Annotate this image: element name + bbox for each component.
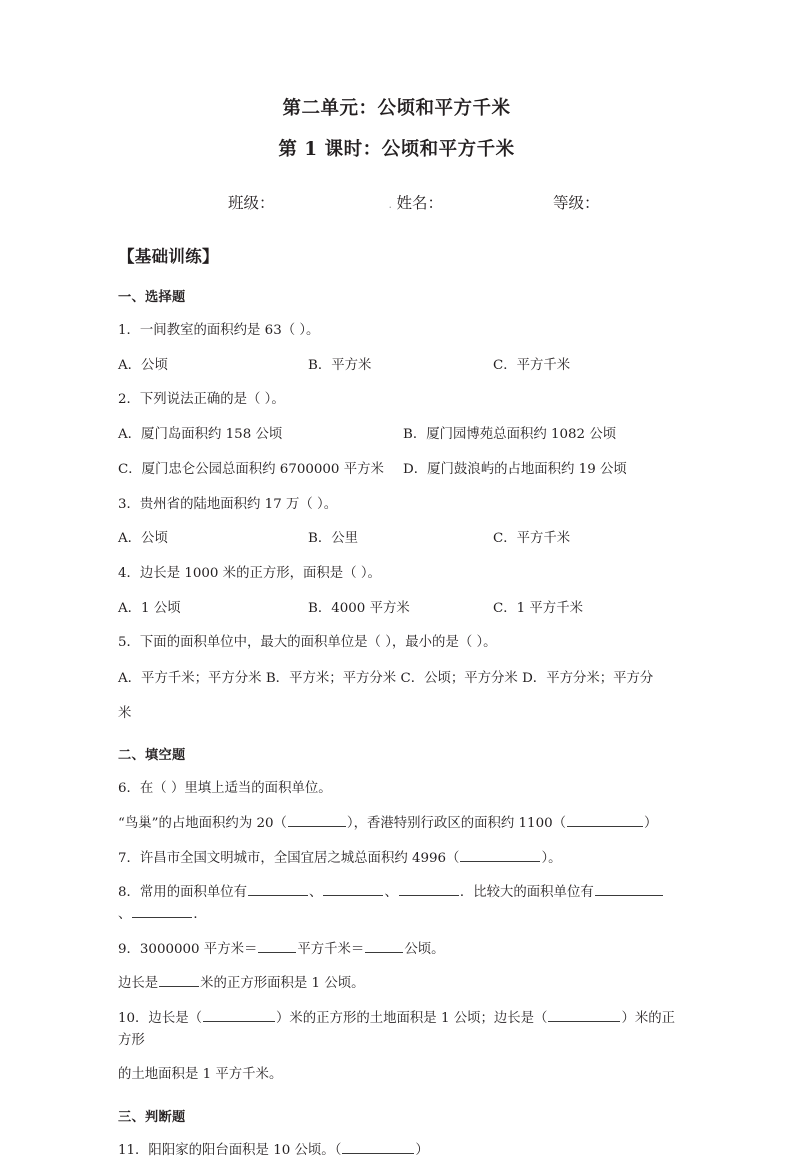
question-7-text-b: ）。 <box>541 851 561 866</box>
student-info-line: 班级： . 姓名： 等级： <box>118 191 675 213</box>
question-8-blank-5[interactable] <box>132 904 192 918</box>
question-8 <box>118 882 675 925</box>
question-8-sep-2: 、 <box>384 885 397 900</box>
question-2-options-row1 <box>118 424 675 446</box>
section-heading-fill: 二、填空题 <box>118 744 675 763</box>
question-11-blank-1[interactable] <box>342 1140 414 1154</box>
question-11-text-a: 11．阳阳家的阳台面积是 10 公顷。（ <box>118 1143 341 1158</box>
question-11 <box>118 1140 675 1161</box>
question-5-options[interactable]: A．平方千米；平方分米 B．平方米；平方分米 C．公顷；平方分米 D．平方分米；平方分 <box>118 667 675 690</box>
question-9-blank-1[interactable] <box>258 939 296 953</box>
option-1-a[interactable]: A．公顷 <box>118 355 308 377</box>
question-6-blank-1[interactable] <box>288 813 346 827</box>
option-2-a[interactable]: A．厦门岛面积约 158 公顷 <box>118 424 403 446</box>
question-8-blank-1[interactable] <box>248 883 308 897</box>
question-8-text-b: ．比较大的面积单位有 <box>460 885 594 900</box>
question-6-text-c: ） <box>644 816 657 831</box>
question-2-options-row2 <box>118 459 675 481</box>
question-10-text-d: 形 <box>131 1033 144 1048</box>
question-9-line2-text-a: 边长是 <box>118 976 158 991</box>
question-3-stem: 3．贵州省的陆地面积约 17 万（ ）。 <box>118 494 675 516</box>
question-5-stem: 5．下面的面积单位中，最大的面积单位是（ ），最小的是（ ）。 <box>118 632 675 654</box>
name-field-label[interactable]: 姓名： <box>397 191 444 213</box>
question-8-blank-3[interactable] <box>399 883 459 897</box>
option-3-a[interactable]: A．公顷 <box>118 528 308 550</box>
question-6-text-a: “鸟巢”的占地面积约为 20（ <box>118 816 287 831</box>
question-10-text-c: ）米的正方 <box>118 1011 675 1048</box>
question-10-blank-1[interactable] <box>203 1008 275 1022</box>
question-10-blank-2[interactable] <box>548 1008 620 1022</box>
option-4-a[interactable]: A．1 公顷 <box>118 598 308 620</box>
question-7 <box>118 848 675 870</box>
question-9-line2-text-b: 米的正方形面积是 1 公顷。 <box>200 976 364 991</box>
option-3-c[interactable]: C．平方千米 <box>493 528 570 550</box>
option-2-c[interactable]: C．厦门忠仑公园总面积约 6700000 平方米 <box>118 459 403 481</box>
page-title-lesson: 第 1 课时：公顷和平方千米 <box>118 119 675 160</box>
question-4-stem: 4．边长是 1000 米的正方形，面积是（ ）。 <box>118 563 675 585</box>
question-7-blank-1[interactable] <box>460 848 540 862</box>
question-7-text-a: 7．许昌市全国文明城市，全国宜居之城总面积约 4996（ <box>118 851 459 866</box>
question-1-options <box>118 355 675 377</box>
question-5-options-wrap: 米 <box>118 702 675 725</box>
question-8-text-end: ． <box>193 907 206 922</box>
question-9 <box>118 939 675 961</box>
question-10-text-a: 10．边长是（ <box>118 1011 202 1026</box>
option-2-b[interactable]: B．厦门园博苑总面积约 1082 公顷 <box>403 424 616 446</box>
question-2-stem: 2．下列说法正确的是（ ）。 <box>118 389 675 411</box>
question-6-content <box>118 813 675 835</box>
page-title-unit: 第二单元：公顷和平方千米 <box>118 0 675 119</box>
question-3-options <box>118 528 675 550</box>
question-9-text-b: 平方千米＝ <box>297 942 364 957</box>
basic-training-heading: 【基础训练】 <box>118 243 675 267</box>
question-9-line2 <box>118 973 675 995</box>
question-8-sep-1: 、 <box>309 885 322 900</box>
question-4-options <box>118 598 675 620</box>
question-1-stem: 1．一间教室的面积约是 63（ ）。 <box>118 320 675 342</box>
question-8-blank-2[interactable] <box>323 883 383 897</box>
question-9-text-c: 公顷。 <box>404 942 444 957</box>
question-11-text-b: ） <box>415 1143 428 1158</box>
question-10-text-b: ）米的正方形的土地面积是 1 公顷；边长是（ <box>276 1011 547 1026</box>
class-field-label[interactable]: 班级： <box>228 191 275 213</box>
question-10-line2: 的土地面积是 1 平方千米。 <box>118 1063 675 1086</box>
question-9-blank-2[interactable] <box>365 939 403 953</box>
question-6-text-b: ），香港特别行政区的面积约 1100（ <box>347 816 566 831</box>
question-6-blank-2[interactable] <box>567 813 643 827</box>
question-9-text-a: 9．3000000 平方米＝ <box>118 942 257 957</box>
option-4-b[interactable]: B．4000 平方米 <box>308 598 493 620</box>
grade-field-label[interactable]: 等级： <box>553 191 600 213</box>
question-8-sep-3: 、 <box>118 907 131 922</box>
question-8-blank-4[interactable] <box>595 883 663 897</box>
question-6-stem: 6．在（ ）里填上适当的面积单位。 <box>118 778 675 800</box>
question-10 <box>118 1008 675 1051</box>
option-1-c[interactable]: C．平方千米 <box>493 355 570 377</box>
section-heading-choice: 一、选择题 <box>118 286 675 305</box>
question-8-text-a: 8．常用的面积单位有 <box>118 885 247 900</box>
section-heading-judge: 三、判断题 <box>118 1106 675 1125</box>
option-4-c[interactable]: C．1 平方千米 <box>493 598 583 620</box>
option-3-b[interactable]: B．公里 <box>308 528 493 550</box>
option-1-b[interactable]: B．平方米 <box>308 355 493 377</box>
question-9-blank-3[interactable] <box>159 974 199 988</box>
option-2-d[interactable]: D．厦门鼓浪屿的占地面积约 19 公顷 <box>403 459 627 481</box>
